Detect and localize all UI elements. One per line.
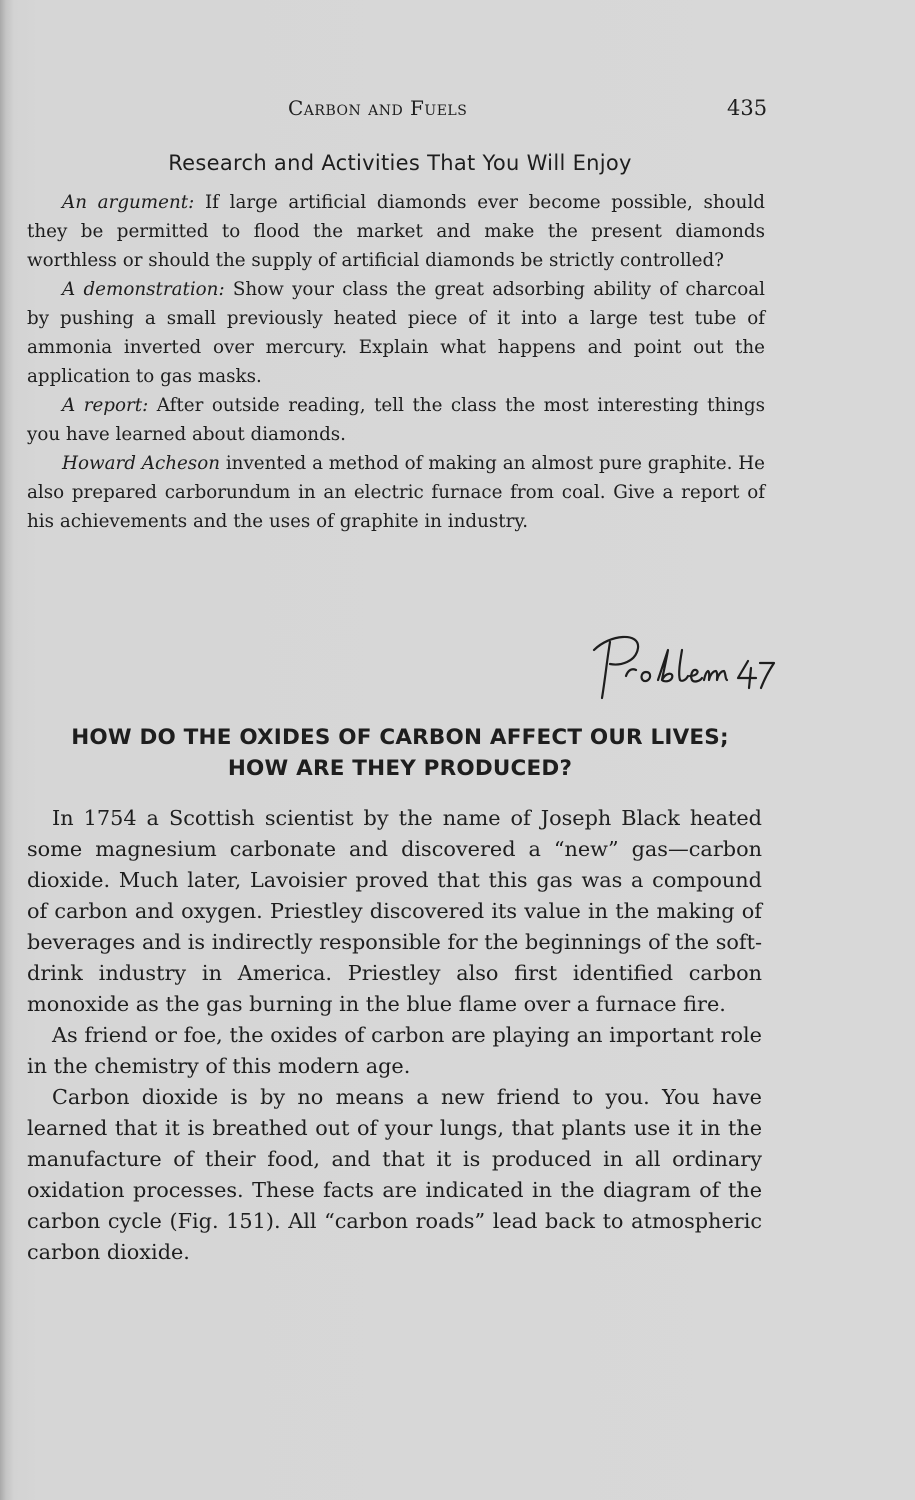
research-item-argument (27, 188, 765, 275)
problem-title-line: HOW DO THE OXIDES OF CARBON AFFECT OUR LIVES; (71, 725, 729, 750)
research-item-text: After outside reading, tell the class the most interesting things you have learned about diamonds. (27, 395, 766, 445)
research-item-lead: A demonstration: (62, 279, 225, 300)
research-item-lead: Howard Acheson (62, 453, 220, 474)
problem-title (27, 722, 773, 784)
research-item-text: invented a method of making an almost pure graphite. He also prepared carborundum in an electric furnace from coal. Give a report of his achievements and the uses of graphite in industry. (27, 453, 766, 532)
research-item-report (27, 391, 765, 449)
problem-script-lettering (588, 628, 778, 706)
research-item-lead: An argument: (62, 192, 195, 213)
research-item-text: If large artificial diamonds ever become possible, should they be permitted to flood the market and make the present diamonds worthless or should the supply of artificial diamonds be strictly controlled? (27, 192, 765, 271)
research-item-text: Show your class the great adsorbing ability of charcoal by pushing a small previously heated piece of it into a large test tube of ammonia inverted over mercury. Explain what happens and point out the application to gas masks. (27, 279, 765, 387)
research-item-demonstration (27, 275, 765, 391)
research-item-lead: A report: (62, 395, 149, 416)
body-paragraph: In 1754 a Scottish scientist by the name of Joseph Black heated some magnesium carbonate and discovered a “new” gas—carbon dioxide. Much later, Lavoisier proved that this gas was a compound of carbon and oxygen. Priestley discovered its value in the making of beverages and is indirectly responsible for the beginnings of the soft-drink industry in America. Priestley also first identified carbon monoxide as the gas burning in the blue flame over a furnace fire. (27, 806, 762, 1016)
body-paragraph: Carbon dioxide is by no means a new friend to you. You have learned that it is breathed out of your lungs, that plants use it in the manufacture of their food, and that it is produced in all ordinary oxidation processes. These facts are indicated in the diagram of the carbon cycle (Fig. 151). All “carbon roads” lead back to atmospheric carbon dioxide. (27, 1085, 762, 1264)
chapter-title: Carbon and Fuels (288, 96, 468, 120)
page-number: 435 (727, 96, 768, 120)
problem-title-line: HOW ARE THEY PRODUCED? (227, 756, 573, 781)
body-text (27, 803, 762, 1268)
research-heading: Research and Activities That You Will Enjoy (168, 151, 632, 175)
research-activities (27, 188, 765, 536)
problem-number-script (588, 628, 778, 706)
running-head (0, 96, 915, 126)
body-paragraph: As friend or foe, the oxides of carbon are playing an important role in the chemistry of this modern age. (27, 1023, 762, 1078)
research-item-acheson (27, 449, 765, 536)
